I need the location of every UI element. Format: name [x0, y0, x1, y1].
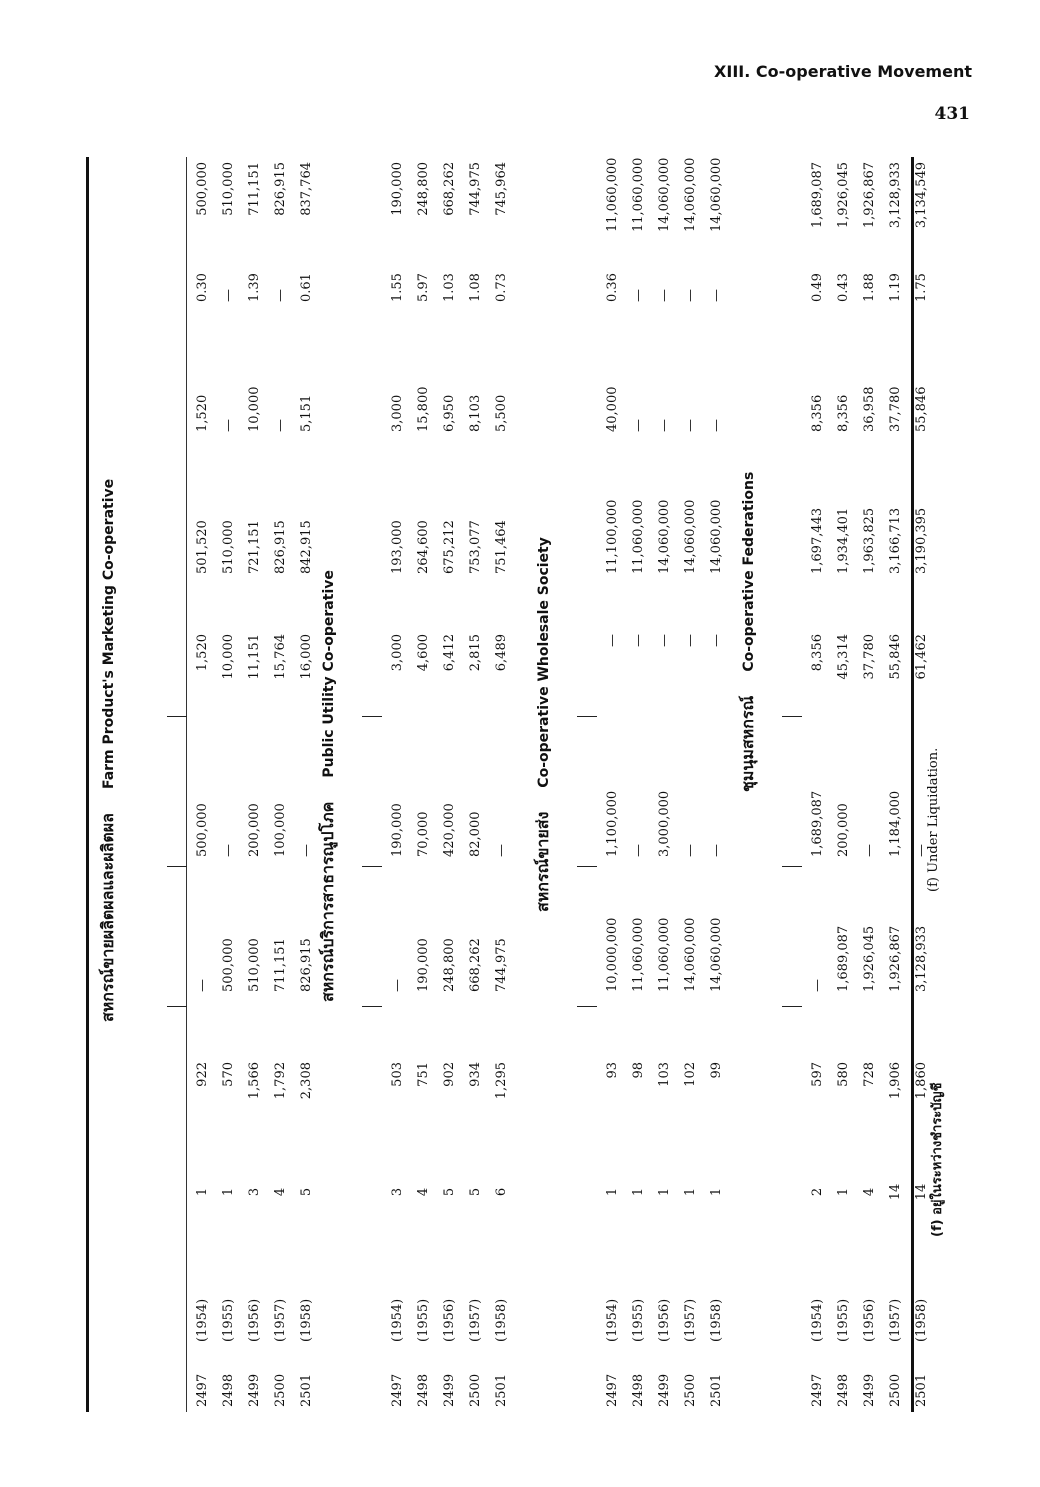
cell-v7: 744,975 — [468, 162, 483, 216]
cell-v1: — — [195, 979, 210, 992]
cell-v1: 1,689,087 — [836, 925, 851, 992]
cell-ad: (1954) — [810, 1298, 825, 1342]
cell-v1: 826,915 — [299, 938, 314, 992]
cell-v4: 193,000 — [390, 520, 405, 574]
cell-m: 103 — [657, 1062, 672, 1087]
cell-m: 1,566 — [247, 1062, 262, 1100]
cell-v4: 14,060,000 — [683, 499, 698, 574]
table-row — [464, 157, 490, 1412]
cell-v3: 55,846 — [888, 634, 903, 680]
cell-m: 503 — [390, 1062, 405, 1087]
cell-v3: — — [605, 634, 620, 647]
cell-be: 2500 — [888, 1373, 903, 1407]
cell-v2: 1,184,000 — [888, 790, 903, 857]
cell-n: 14 — [914, 1183, 929, 1201]
group-title-thai: ชุมนุมสหกรณ์ — [738, 695, 757, 792]
column-separator — [577, 1006, 597, 1007]
cell-m: 1,792 — [273, 1062, 288, 1100]
cell-ad: (1955) — [631, 1298, 646, 1342]
cell-v7: 3,134,549 — [914, 162, 929, 229]
cell-v4: 1,934,401 — [836, 507, 851, 574]
cell-v2: 200,000 — [836, 803, 851, 857]
cell-n: 3 — [390, 1187, 405, 1197]
cell-n: 4 — [416, 1187, 431, 1197]
cell-be: 2497 — [810, 1373, 825, 1407]
cell-v6: 1.08 — [468, 273, 483, 302]
cell-v6: 0.61 — [299, 273, 314, 302]
cell-v7: 837,764 — [299, 162, 314, 216]
cell-v1: 190,000 — [416, 938, 431, 992]
cell-v4: 501,520 — [195, 520, 210, 574]
cell-ad: (1956) — [442, 1298, 457, 1342]
cell-m: 1,295 — [494, 1062, 509, 1100]
table-top-rule — [86, 157, 89, 1412]
column-separator — [782, 716, 802, 717]
cell-v7: 500,000 — [195, 162, 210, 216]
cell-v2: 1,689,087 — [810, 790, 825, 857]
cell-v5: 5,151 — [299, 394, 314, 432]
cell-v1: 1,926,045 — [862, 925, 877, 992]
cell-v7: 11,060,000 — [605, 157, 620, 232]
table-row — [490, 157, 516, 1412]
cell-m: 751 — [416, 1062, 431, 1087]
page-number: 431 — [934, 104, 970, 124]
table-row — [884, 157, 910, 1412]
cell-m: 1,906 — [888, 1062, 903, 1100]
cell-v5: 36,958 — [862, 386, 877, 432]
table-row — [269, 157, 295, 1412]
cell-be: 2497 — [195, 1373, 210, 1407]
column-separator — [782, 1006, 802, 1007]
cell-v3: 61,462 — [914, 634, 929, 680]
cell-v5: — — [631, 419, 646, 432]
column-separator — [577, 716, 597, 717]
table-row — [705, 157, 731, 1412]
cell-v5: 40,000 — [605, 386, 620, 432]
cell-ad: (1958) — [709, 1298, 724, 1342]
cell-m: 98 — [631, 1062, 646, 1079]
cell-v3: 2,815 — [468, 634, 483, 672]
cell-v2: — — [221, 844, 236, 857]
cell-v1: 11,060,000 — [657, 917, 672, 992]
cell-v6: 0.73 — [494, 273, 509, 302]
cell-v5: 6,950 — [442, 394, 457, 432]
cell-v4: 721,151 — [247, 520, 262, 574]
footnote-english: (f) Under Liquidation. — [926, 747, 941, 892]
cell-v2: — — [683, 844, 698, 857]
table-row — [832, 157, 858, 1412]
cell-ad: (1957) — [683, 1298, 698, 1342]
table-row — [217, 157, 243, 1412]
cell-be: 2499 — [657, 1373, 672, 1407]
cell-v1: 14,060,000 — [683, 917, 698, 992]
cell-v4: 675,212 — [442, 520, 457, 574]
cell-v7: 510,000 — [221, 162, 236, 216]
cell-ad: (1956) — [862, 1298, 877, 1342]
cell-ad: (1955) — [221, 1298, 236, 1342]
cell-v6: 1.39 — [247, 273, 262, 302]
cell-v2: — — [709, 844, 724, 857]
group-title-thai: สหกรณ์ขายส่ง — [533, 811, 552, 912]
cell-n: 1 — [195, 1187, 210, 1197]
cell-ad: (1954) — [195, 1298, 210, 1342]
cell-m: 99 — [709, 1062, 724, 1079]
cell-v6: — — [273, 289, 288, 302]
cell-v7: 14,060,000 — [657, 157, 672, 232]
cell-v7: 1,689,087 — [810, 162, 825, 229]
cell-ad: (1958) — [299, 1298, 314, 1342]
column-separator — [782, 866, 802, 867]
cell-v4: 510,000 — [221, 520, 236, 574]
cell-v7: 14,060,000 — [683, 157, 698, 232]
cell-v6: 0.30 — [195, 273, 210, 302]
group-title — [316, 570, 341, 1002]
cell-n: 5 — [468, 1187, 483, 1197]
cell-v1: 510,000 — [247, 938, 262, 992]
cell-be: 2499 — [862, 1373, 877, 1407]
cell-v7: 11,060,000 — [631, 157, 646, 232]
cell-v6: 0.43 — [836, 273, 851, 302]
cell-v7: 826,915 — [273, 162, 288, 216]
cell-be: 2497 — [605, 1373, 620, 1407]
cell-v5: 15,800 — [416, 386, 431, 432]
cell-m: 902 — [442, 1062, 457, 1087]
cell-m: 580 — [836, 1062, 851, 1087]
table-row — [243, 157, 269, 1412]
column-separator — [167, 866, 187, 867]
cell-m: 2,308 — [299, 1062, 314, 1100]
cell-ad: (1955) — [416, 1298, 431, 1342]
rotated-table — [86, 157, 945, 1412]
cell-v6: 1.55 — [390, 273, 405, 302]
cell-v5: 10,000 — [247, 386, 262, 432]
cell-m: 93 — [605, 1062, 620, 1079]
cell-v4: 753,077 — [468, 520, 483, 574]
cell-be: 2498 — [416, 1373, 431, 1407]
cell-v5: — — [709, 419, 724, 432]
cell-v4: 14,060,000 — [657, 499, 672, 574]
cell-v4: 751,464 — [494, 520, 509, 574]
cell-n: 1 — [657, 1187, 672, 1197]
cell-v1: 11,060,000 — [631, 917, 646, 992]
column-separator — [362, 1006, 382, 1007]
table-row — [191, 157, 217, 1412]
cell-v3: — — [709, 634, 724, 647]
cell-v5: — — [657, 419, 672, 432]
cell-v3: 45,314 — [836, 634, 851, 680]
column-separator — [362, 716, 382, 717]
cell-v4: 264,600 — [416, 520, 431, 574]
cell-be: 2498 — [836, 1373, 851, 1407]
cell-v4: 11,060,000 — [631, 499, 646, 574]
cell-ad: (1954) — [605, 1298, 620, 1342]
cell-v1: — — [390, 979, 405, 992]
cell-v5: 3,000 — [390, 394, 405, 432]
cell-n: 4 — [273, 1187, 288, 1197]
cell-v1: 14,060,000 — [709, 917, 724, 992]
table-row — [806, 157, 832, 1412]
group-title-english: Co-operative Wholesale Society — [536, 537, 552, 788]
column-separator — [167, 1006, 187, 1007]
cell-v6: 1.75 — [914, 273, 929, 302]
cell-n: 3 — [247, 1187, 262, 1197]
section-heading: XIII. Co-operative Movement — [714, 62, 972, 81]
cell-v6: — — [221, 289, 236, 302]
cell-v2: — — [631, 844, 646, 857]
cell-v7: 3,128,933 — [888, 162, 903, 229]
cell-v4: 14,060,000 — [709, 499, 724, 574]
cell-v5: — — [221, 419, 236, 432]
cell-be: 2499 — [442, 1373, 457, 1407]
table-row — [653, 157, 679, 1412]
group-title — [96, 479, 121, 1022]
cell-m: 1,860 — [914, 1062, 929, 1100]
cell-n: 1 — [631, 1187, 646, 1197]
cell-v5: 55,846 — [914, 386, 929, 432]
cell-m: 570 — [221, 1062, 236, 1087]
cell-v5: — — [683, 419, 698, 432]
cell-v6: 1.19 — [888, 273, 903, 302]
cell-v3: 15,764 — [273, 634, 288, 680]
cell-v2: 70,000 — [416, 811, 431, 857]
cell-ad: (1958) — [914, 1298, 929, 1342]
cell-be: 2501 — [299, 1373, 314, 1407]
cell-v4: 826,915 — [273, 520, 288, 574]
cell-v5: 5,500 — [494, 394, 509, 432]
cell-v7: 745,964 — [494, 162, 509, 216]
cell-v1: 744,975 — [494, 938, 509, 992]
table-row — [438, 157, 464, 1412]
cell-v1: 3,128,933 — [914, 925, 929, 992]
group-title — [736, 472, 761, 792]
cell-be: 2498 — [631, 1373, 646, 1407]
cell-m: 102 — [683, 1062, 698, 1087]
cell-v6: 0.49 — [810, 273, 825, 302]
cell-v3: — — [631, 634, 646, 647]
table-row — [679, 157, 705, 1412]
cell-v3: 6,412 — [442, 634, 457, 672]
group-title — [531, 537, 556, 912]
cell-v4: 11,100,000 — [605, 499, 620, 574]
cell-v2: — — [862, 844, 877, 857]
cell-m: 922 — [195, 1062, 210, 1087]
cell-v3: — — [683, 634, 698, 647]
cell-v2: 82,000 — [468, 811, 483, 857]
cell-v3: 37,780 — [862, 634, 877, 680]
cell-n: 1 — [683, 1187, 698, 1197]
cell-v3: 6,489 — [494, 634, 509, 672]
cell-n: 6 — [494, 1187, 509, 1197]
cell-v7: 14,060,000 — [709, 157, 724, 232]
cell-v4: 842,915 — [299, 520, 314, 574]
cell-ad: (1956) — [657, 1298, 672, 1342]
cell-v2: — — [494, 844, 509, 857]
cell-n: 2 — [810, 1187, 825, 1197]
cell-v7: 711,151 — [247, 162, 262, 216]
cell-v3: 8,356 — [810, 634, 825, 672]
cell-v1: — — [810, 979, 825, 992]
cell-v6: 1.88 — [862, 273, 877, 302]
cell-v3: 3,000 — [390, 634, 405, 672]
footnote-thai: (f) อยู่ในระหว่างชำระบัญชี — [930, 1082, 945, 1237]
cell-be: 2501 — [494, 1373, 509, 1407]
cell-v6: — — [657, 289, 672, 302]
cell-v3: 11,151 — [247, 634, 262, 680]
group-title-thai: สหกรณ์ขายผลิตผลและผลิตผล — [98, 813, 117, 1022]
cell-v6: 1.03 — [442, 273, 457, 302]
cell-v2: 1,100,000 — [605, 790, 620, 857]
group-title-thai: สหกรณ์บริการสาธารณูปโภค — [318, 801, 337, 1002]
cell-m: 597 — [810, 1062, 825, 1087]
cell-v3: 1,520 — [195, 634, 210, 672]
cell-ad: (1956) — [247, 1298, 262, 1342]
cell-v7: 1,926,045 — [836, 162, 851, 229]
cell-ad: (1955) — [836, 1298, 851, 1342]
cell-v2: 420,000 — [442, 803, 457, 857]
column-separator — [362, 866, 382, 867]
cell-v4: 1,697,443 — [810, 507, 825, 574]
group-title-english: Co-operative Federations — [741, 471, 757, 672]
cell-n: 5 — [442, 1187, 457, 1197]
cell-be: 2500 — [683, 1373, 698, 1407]
group-title-english: Public Utility Co-operative — [321, 570, 337, 778]
cell-v6: 5.97 — [416, 273, 431, 302]
cell-v5: 37,780 — [888, 386, 903, 432]
cell-v4: 3,166,713 — [888, 507, 903, 574]
cell-v1: 668,262 — [468, 938, 483, 992]
cell-be: 2500 — [468, 1373, 483, 1407]
cell-v7: 248,800 — [416, 162, 431, 216]
cell-v3: 4,600 — [416, 634, 431, 672]
cell-ad: (1958) — [494, 1298, 509, 1342]
cell-m: 728 — [862, 1062, 877, 1087]
cell-v2: 3,000,000 — [657, 790, 672, 857]
cell-be: 2501 — [709, 1373, 724, 1407]
cell-v1: 1,926,867 — [888, 925, 903, 992]
cell-be: 2501 — [914, 1373, 929, 1407]
cell-v7: 668,262 — [442, 162, 457, 216]
cell-v6: — — [683, 289, 698, 302]
cell-v5: — — [273, 419, 288, 432]
cell-ad: (1957) — [468, 1298, 483, 1342]
cell-v1: 10,000,000 — [605, 917, 620, 992]
cell-n: 1 — [709, 1187, 724, 1197]
cell-v2: 200,000 — [247, 803, 262, 857]
cell-ad: (1957) — [888, 1298, 903, 1342]
cell-v4: 3,190,395 — [914, 507, 929, 574]
cell-be: 2498 — [221, 1373, 236, 1407]
cell-v1: 711,151 — [273, 938, 288, 992]
cell-v6: — — [631, 289, 646, 302]
header-rule — [186, 157, 187, 1412]
cell-v5: 8,356 — [810, 394, 825, 432]
cell-v2: 100,000 — [273, 803, 288, 857]
cell-be: 2499 — [247, 1373, 262, 1407]
cell-ad: (1957) — [273, 1298, 288, 1342]
table-row — [386, 157, 412, 1412]
cell-n: 1 — [221, 1187, 236, 1197]
cell-v4: 1,963,825 — [862, 507, 877, 574]
cell-be: 2497 — [390, 1373, 405, 1407]
cell-v1: 500,000 — [221, 938, 236, 992]
cell-v5: 8,103 — [468, 394, 483, 432]
cell-v6: 0.36 — [605, 273, 620, 302]
cell-n: 1 — [605, 1187, 620, 1197]
cell-v5: 8,356 — [836, 394, 851, 432]
table-row — [601, 157, 627, 1412]
cell-m: 934 — [468, 1062, 483, 1087]
cell-v5: 1,520 — [195, 394, 210, 432]
table-row — [858, 157, 884, 1412]
table-row — [627, 157, 653, 1412]
cell-n: 14 — [888, 1183, 903, 1201]
cell-v2: 500,000 — [195, 803, 210, 857]
cell-n: 5 — [299, 1187, 314, 1197]
column-separator — [167, 716, 187, 717]
cell-v2: 190,000 — [390, 803, 405, 857]
cell-be: 2500 — [273, 1373, 288, 1407]
cell-v7: 190,000 — [390, 162, 405, 216]
cell-v3: 10,000 — [221, 634, 236, 680]
table-row — [412, 157, 438, 1412]
cell-v2: — — [299, 844, 314, 857]
cell-ad: (1954) — [390, 1298, 405, 1342]
cell-v7: 1,926,867 — [862, 162, 877, 229]
cell-v2: — — [914, 844, 929, 857]
cell-v3: — — [657, 634, 672, 647]
cell-v1: 248,800 — [442, 938, 457, 992]
cell-v3: 16,000 — [299, 634, 314, 680]
group-title-english: Farm Product's Marketing Co-operative — [101, 478, 117, 790]
cell-v6: — — [709, 289, 724, 302]
column-separator — [577, 866, 597, 867]
cell-n: 1 — [836, 1187, 851, 1197]
cell-n: 4 — [862, 1187, 877, 1197]
